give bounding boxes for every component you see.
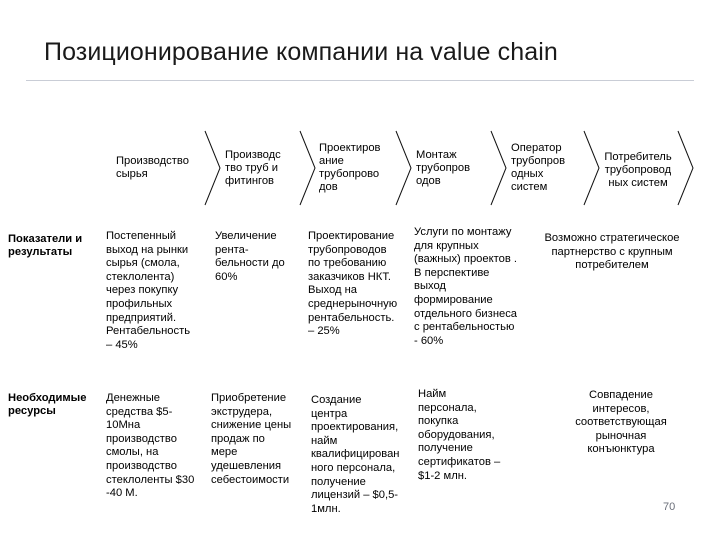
resources-cell-pipe-production: Приобретение экструдера, снижение цены продаж по мере удешевления себестоимости bbox=[211, 392, 292, 486]
results-cell-pipe-production: Увеличение рента- бельности до 60% bbox=[215, 230, 285, 283]
stage-header-operator: Оператор трубопров одных систем bbox=[511, 142, 566, 193]
resources-cell-operator-consumer: Совпадение интересов, соответствующая рыночная конъюнктура bbox=[575, 389, 667, 456]
row-label-resources: Необходимые ресурсы bbox=[8, 392, 87, 418]
results-cell-pipeline-design: Проектирование трубопроводов по требованию заказчиков НКТ. Выход на среднерыночную рентабельность. – 25% bbox=[308, 230, 398, 338]
chevron-divider-3 bbox=[396, 131, 411, 205]
results-cell-operator-consumer: Возможно стратегическое партнерство с крупным потребителем bbox=[544, 232, 680, 272]
stage-header-raw-materials: Производство сырья bbox=[116, 155, 189, 180]
chevron-divider-2 bbox=[300, 131, 315, 205]
row-label-results: Показатели и результаты bbox=[8, 233, 83, 259]
chevron-divider-5 bbox=[584, 131, 599, 205]
chevron-tip bbox=[678, 131, 693, 205]
results-cell-raw-materials: Постепенный выход на рынки сырья (смола, стеклолента) через покупку профильных предприятий. Рентабельность – 45% bbox=[106, 230, 191, 351]
stage-header-consumer: Потребитель трубопровод ных систем bbox=[604, 151, 672, 189]
resources-cell-installation: Найм персонала, покупка оборудования, получение сертификатов – $1-2 млн. bbox=[418, 388, 501, 482]
resources-cell-pipeline-design: Создание центра проектирования, найм квалифицирован ного персонала, получение лицензий – $0,5- 1млн. bbox=[311, 394, 400, 515]
page-number: 70 bbox=[663, 501, 676, 513]
chevron-divider-4 bbox=[491, 131, 506, 205]
results-cell-installation: Услуги по монтажу для крупных (важных) проектов . В перспективе выход формирование отдельного бизнеса с рентабельностью - 60% bbox=[414, 226, 518, 347]
page-title: Позиционирование компании на value chain bbox=[44, 38, 558, 66]
chevron-divider-1 bbox=[205, 131, 220, 205]
resources-cell-raw-materials: Денежные средства $5- 10Мна производство смолы, на производство стеклоленты $30 -40 М. bbox=[106, 392, 195, 500]
stage-header-pipe-production: Производс тво труб и фитингов bbox=[225, 149, 281, 187]
stage-header-pipeline-design: Проектиров ание трубопрово дов bbox=[319, 142, 381, 193]
stage-header-installation: Монтаж трубопров одов bbox=[416, 149, 471, 187]
